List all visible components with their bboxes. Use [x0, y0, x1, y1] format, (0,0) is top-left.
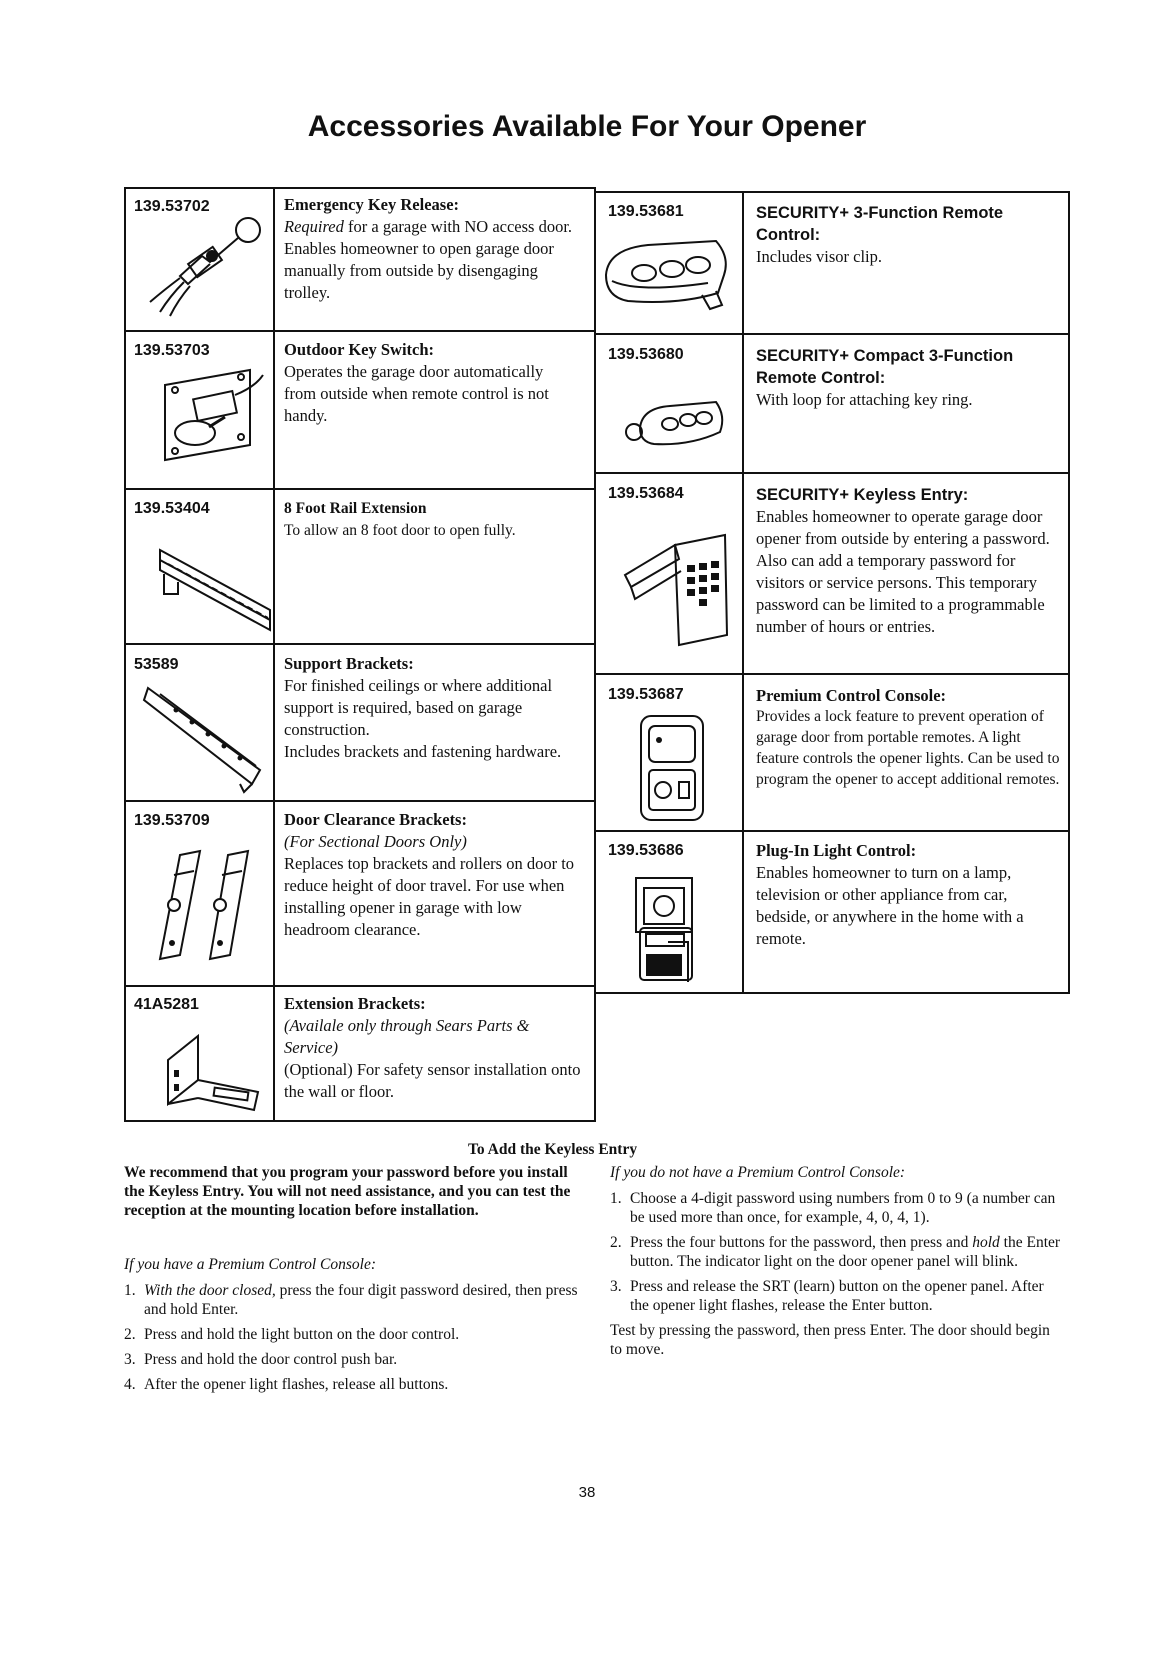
- center-divider: [594, 187, 596, 1122]
- part-number: 41A5281: [134, 996, 199, 1013]
- item-text: To allow an 8 foot door to open fully.: [284, 522, 516, 539]
- keyless-intro: We recommend that you program your password before you install the Keyless Entry. You will not need assistance, and you can test the reception at the mounting location before installation.: [124, 1164, 571, 1219]
- part-number: 139.53709: [134, 812, 210, 829]
- list-item: 1. With the door closed, press the four digit password desired, then press and hold Enter.: [124, 1282, 578, 1318]
- item-heading: SECURITY+ Compact 3-Function Remote Control:: [756, 347, 1014, 387]
- item-description: [756, 202, 1056, 268]
- row-line: [124, 985, 596, 987]
- item-text: Provides a lock feature to prevent operation of garage door from portable remotes. A light feature controls the opener lights. Can be used to program the opener to accept additional remotes.: [756, 708, 1060, 788]
- item-description: [284, 993, 584, 1103]
- part-number: 139.53681: [608, 203, 684, 220]
- item-heading: Extension Brackets:: [284, 994, 426, 1013]
- premium-heading: If you have a Premium Control Console:: [124, 1256, 376, 1273]
- item-text: (Optional) For safety sensor installation onto the wall or floor.: [284, 1060, 581, 1101]
- no-premium-steps: [610, 1185, 1062, 1359]
- item-text: With loop for attaching key ring.: [756, 390, 973, 409]
- list-item: 3. Press and hold the door control push bar.: [124, 1351, 398, 1368]
- row-line: [124, 643, 596, 645]
- item-text: For finished ceilings or where additional support is required, based on garage construction.: [284, 676, 553, 739]
- item-description: [284, 653, 584, 763]
- right-table-border-top: [594, 191, 1070, 193]
- no-premium-heading: If you do not have a Premium Control Console:: [610, 1164, 906, 1181]
- remote-control-icon: [598, 235, 738, 320]
- row-line: [594, 472, 1070, 474]
- item-description: [284, 498, 584, 542]
- item-description: [284, 809, 584, 941]
- keyless-entry-icon: [615, 525, 737, 655]
- key-switch-icon: [155, 365, 267, 465]
- item-heading: Plug-In Light Control:: [756, 841, 917, 860]
- item-text: Enables homeowner to turn on a lamp, television or other appliance from car, bedside, or anywhere in the home with a remote.: [756, 863, 1024, 948]
- item-text: for a garage with NO access door. Enables homeowner to open garage door manually from outside by disengaging trolley.: [284, 217, 573, 302]
- rail-extension-icon: [150, 540, 274, 640]
- extension-bracket-icon: [158, 1030, 268, 1115]
- part-number: 139.53703: [134, 342, 210, 359]
- part-number: 139.53686: [608, 842, 684, 859]
- item-heading: Premium Control Console:: [756, 686, 947, 705]
- item-heading: 8 Foot Rail Extension: [284, 500, 427, 517]
- item-text: Operates the garage door automatically from outside when remote control is not handy.: [284, 362, 549, 425]
- left-table-border-top: [124, 187, 596, 189]
- right-table-border-bottom: [594, 992, 1070, 994]
- part-number: 139.53404: [134, 500, 210, 517]
- part-number: 139.53680: [608, 346, 684, 363]
- row-line: [124, 488, 596, 490]
- item-description: [756, 484, 1062, 638]
- item-description: [284, 339, 564, 427]
- right-table-divider: [742, 191, 744, 994]
- right-table-border-right: [1068, 191, 1070, 994]
- item-text: Enables homeowner to operate garage door opener from outside by entering a password. Also can add a temporary password for visitors or service persons. This temporary password can be limited to a programmable number of hours or entries.: [756, 507, 1050, 636]
- part-number: 53589: [134, 656, 179, 673]
- plug-in-light-control-icon: [628, 872, 708, 987]
- list-item: 4. After the opener light flashes, release all buttons.: [124, 1376, 449, 1393]
- row-line: [594, 830, 1070, 832]
- list-item: 1. Choose a 4-digit password using numbers from 0 to 9 (a number can be used more than once, for example, 4, 0, 4, 1).: [610, 1190, 1056, 1226]
- support-bracket-icon: [140, 680, 270, 795]
- part-number: 139.53687: [608, 686, 684, 703]
- row-line: [594, 333, 1070, 335]
- item-italic: Required: [284, 217, 344, 236]
- row-line: [594, 673, 1070, 675]
- row-line: [124, 330, 596, 332]
- item-description: [756, 345, 1056, 411]
- left-table-divider: [273, 187, 275, 1122]
- row-line: [124, 800, 596, 802]
- left-table-border-bottom: [124, 1120, 596, 1122]
- item-heading: SECURITY+ 3-Function Remote Control:: [756, 204, 1004, 244]
- item-text: Replaces top brackets and rollers on door to reduce height of door travel. For use when installing opener in garage with low headroom clearance.: [284, 854, 575, 939]
- item-text: Includes brackets and fastening hardware.: [284, 742, 562, 761]
- item-heading: Emergency Key Release:: [284, 195, 460, 214]
- item-italic: (For Sectional Doors Only): [284, 832, 467, 851]
- compact-remote-icon: [620, 392, 730, 462]
- item-heading: Door Clearance Brackets:: [284, 810, 467, 829]
- door-clearance-bracket-icon: [150, 845, 265, 975]
- part-number: 139.53684: [608, 485, 684, 502]
- item-description: [284, 194, 584, 304]
- list-item: 2. Press the four buttons for the password, then press and hold the Enter button. The indicator light on the door opener panel will blink.: [610, 1234, 1061, 1270]
- item-description: [756, 685, 1062, 790]
- control-console-icon: [635, 712, 715, 824]
- page-number: 38: [578, 1484, 596, 1501]
- premium-steps: [124, 1277, 584, 1400]
- item-heading: Outdoor Key Switch:: [284, 340, 435, 359]
- page-title: Accessories Available For Your Opener: [307, 110, 867, 143]
- item-text: Includes visor clip.: [756, 247, 883, 266]
- item-heading: SECURITY+ Keyless Entry:: [756, 486, 969, 504]
- list-item: 3. Press and release the SRT (learn) button on the opener panel. After the opener light flashes, release the Enter button.: [610, 1278, 1044, 1314]
- part-number: 139.53702: [134, 198, 210, 215]
- item-heading: Support Brackets:: [284, 654, 414, 673]
- key-release-icon: [140, 212, 270, 322]
- item-description: [756, 840, 1056, 950]
- item-italic: (Availale only through Sears Parts & Service): [284, 1016, 530, 1057]
- keyless-heading: To Add the Keyless Entry: [468, 1141, 638, 1158]
- list-item: 2. Press and hold the light button on the door control.: [124, 1326, 460, 1343]
- test-instruction: Test by pressing the password, then press Enter. The door should begin to move.: [610, 1322, 1050, 1358]
- left-table-border-left: [124, 187, 126, 1122]
